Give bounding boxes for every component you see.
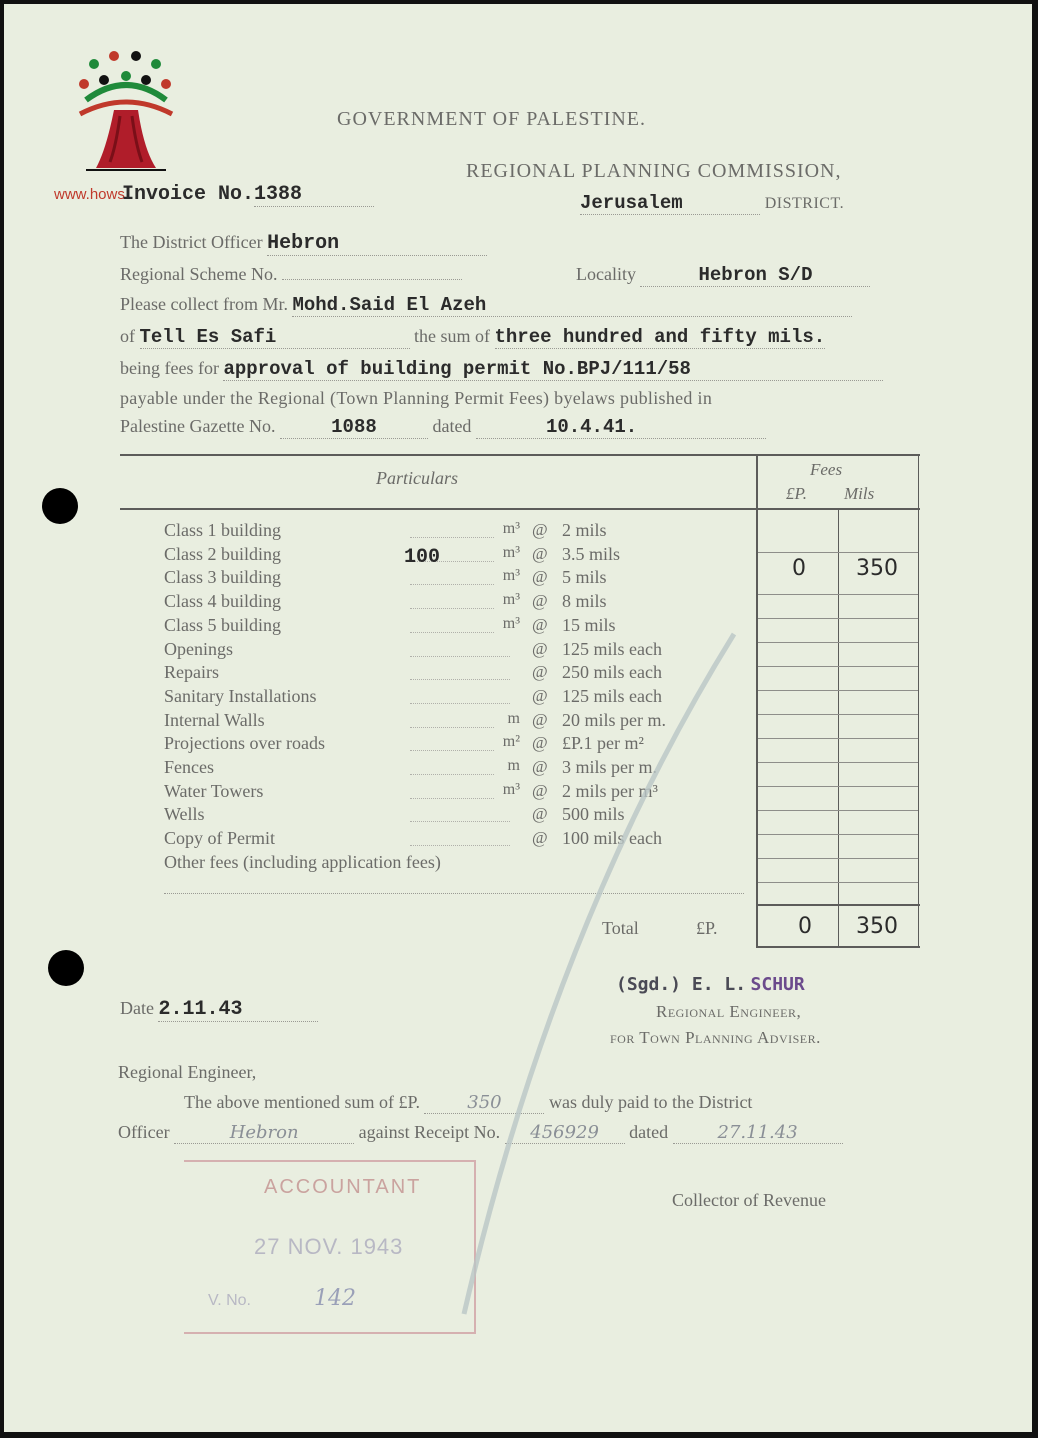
total-label: Total [602,918,639,938]
row-at-sign: @ [532,710,548,729]
row-label: Fences [164,757,214,777]
district-label: DISTRICT. [764,195,845,212]
table-header-rule [120,508,920,510]
fees-cell-rule [758,642,918,643]
fees-cell-rule [758,810,918,811]
fees-cell-rule [758,666,918,667]
receipt-number: 456929 [505,1122,625,1144]
row-unit: m [507,710,520,727]
locality-label: Locality [576,264,636,284]
sum-label: the sum of [414,326,490,346]
fees-cell-rule [758,618,918,619]
fees-cell-rule [758,762,918,763]
row-quantity: 100 [404,546,441,569]
row-at-sign: @ [532,615,548,634]
row-rate: 3 mils per m. [562,757,657,777]
fees-for-line [120,358,883,381]
punch-hole [42,488,78,524]
row-rate: £P.1 per m² [562,733,644,753]
row-label: Projections over roads [164,733,325,753]
payable-text: payable under the Regional (Town Planning Permit Fees) byelaws published in [120,388,713,408]
collector-of-revenue: Collector of Revenue [672,1190,826,1210]
row-label: Repairs [164,662,219,682]
invoice-number-line [122,182,374,207]
fees-cell-rule [758,882,918,883]
particulars-header: Particulars [376,468,459,488]
row-unit: m [507,757,520,774]
paid-text-1: The above mentioned sum of £P. [184,1092,420,1112]
row-at-sign: @ [532,781,548,800]
row-label: Sanitary Installations [164,686,317,706]
collect-from-line [120,294,852,317]
district-officer-value: Hebron [267,232,487,256]
row-rate: 2 mils [562,520,607,540]
row-label: Internal Walls [164,710,265,730]
row-unit: m³ [502,591,520,608]
officer-label: Officer [118,1122,170,1142]
sum-words: three hundred and fifty mils. [494,326,826,348]
sgd-prefix: (Sgd.) E. L. [616,974,747,995]
lp-header: £P. [786,484,807,503]
fees-cell-rule [758,834,918,835]
class2-mils: 350 [856,556,898,581]
sgd-name: SCHUR [750,974,805,995]
scheme-line [120,264,462,285]
district-line [580,192,844,215]
row-rate: 250 mils each [562,662,662,682]
class2-lp: 0 [792,556,806,581]
row-leader-dots [410,583,494,585]
row-rate: 5 mils [562,567,607,587]
row-label: Openings [164,639,233,659]
date-line [120,998,318,1022]
district-value: Jerusalem [580,192,760,215]
gazette-label: Palestine Gazette No. [120,416,276,436]
of-label: of [120,326,135,346]
row-label: Other fees (including application fees) [164,852,441,872]
row-rate: 15 mils [562,615,616,635]
row-at-sign: @ [532,804,548,823]
row-leader-dots [410,536,494,538]
officer-value: Hebron [174,1122,354,1144]
row-at-sign: @ [532,686,548,705]
row-leader-dots [410,607,494,609]
gazette-dated-label: dated [432,416,472,436]
total-mils: 350 [856,914,898,939]
row-unit: m³ [502,615,520,632]
fees-for-label: being fees for [120,358,219,378]
invoice-number: 1388 [254,183,374,207]
fees-cell-rule [758,858,918,859]
stamp-vno: 142 [314,1286,356,1311]
row-label: Class 3 building [164,567,282,587]
row-at-sign: @ [532,544,548,563]
town-planning-adviser: for Town Planning Adviser. [610,1028,821,1047]
row-label: Class 2 building [164,544,282,564]
mils-header: Mils [844,484,875,503]
row-unit: m³ [502,544,520,561]
stamp-vno-label: V. No. [208,1292,251,1309]
row-rate: 100 mils each [562,828,662,848]
accountant-stamp [184,1160,476,1334]
row-at-sign: @ [532,639,548,658]
collect-name: Mohd.Said El Azeh [292,294,852,317]
row-rate: 2 mils per m³ [562,781,658,801]
pencil-stroke-mark [444,624,747,1324]
stamp-title: ACCOUNTANT [264,1176,422,1198]
row-at-sign: @ [532,567,548,586]
table-right-rule [918,454,919,948]
fees-for-value: approval of building permit No.BPJ/111/58 [223,358,883,381]
row-at-sign: @ [532,828,548,847]
scheme-label: Regional Scheme No. [120,264,278,284]
watermark-url: www.hows [54,186,125,203]
row-at-sign: @ [532,733,548,752]
fees-cell-rule [758,714,918,715]
row-rate: 3.5 mils [562,544,621,564]
row-label: Copy of Permit [164,828,275,848]
fees-cell-rule [758,594,918,595]
fees-column-rule [756,454,758,948]
row-label: Class 5 building [164,615,282,635]
row-rate: 8 mils [562,591,607,611]
fees-header: Fees [810,460,843,479]
row-label: Class 4 building [164,591,282,611]
date-value: 2.11.43 [158,998,318,1022]
fees-cell-rule [758,786,918,787]
of-place: Tell Es Safi [140,326,410,349]
locality-value: Hebron S/D [640,264,870,287]
row-at-sign: @ [532,591,548,610]
row-rate: 125 mils each [562,639,662,659]
regional-engineer-title: Regional Engineer, [656,1002,802,1021]
invoice-document [4,4,1032,1432]
locality-line [576,264,870,287]
row-unit: m² [502,733,520,750]
row-unit: m³ [502,567,520,584]
row-label: Wells [164,804,205,824]
fees-cell-rule [758,552,918,553]
total-top-rule [756,904,920,906]
regional-engineer-address: Regional Engineer, [118,1062,257,1082]
total-currency: £P. [696,918,718,938]
gazette-date: 10.4.41. [476,416,766,439]
row-rate: 125 mils each [562,686,662,706]
row-at-sign: @ [532,520,548,539]
punch-hole [48,950,84,986]
fees-cell-rule [758,690,918,691]
district-officer-label: The District Officer [120,232,263,252]
of-sum-line [120,326,825,349]
receipt-date: 27.11.43 [673,1122,843,1144]
row-at-sign: @ [532,662,548,681]
row-unit: m³ [502,520,520,537]
gazette-number: 1088 [280,416,428,439]
paid-text-2: was duly paid to the District [548,1092,753,1112]
tree-logo-icon [66,50,182,178]
receipt-dated-label: dated [629,1122,669,1142]
fees-cell-rule [758,738,918,739]
row-label: Water Towers [164,781,264,801]
row-at-sign: @ [532,757,548,776]
total-bottom-rule [756,946,920,948]
collect-label: Please collect from Mr. [120,294,288,314]
receipt-label: against Receipt No. [358,1122,501,1142]
commission-heading: REGIONAL PLANNING COMMISSION, [466,160,842,182]
row-label: Class 1 building [164,520,282,540]
date-label: Date [120,998,154,1018]
invoice-label: Invoice No. [122,183,255,206]
government-heading: GOVERNMENT OF PALESTINE. [337,108,647,130]
district-officer-line [120,232,487,256]
stamp-date: 27 NOV. 1943 [254,1234,404,1259]
row-unit: m³ [502,781,520,798]
row-rate: 20 mils per m. [562,710,666,730]
row-rate: 500 mils [562,804,625,824]
paid-amount: 350 [424,1092,544,1114]
gazette-line [120,416,766,439]
total-lp: 0 [798,914,812,939]
table-top-rule [120,454,920,456]
